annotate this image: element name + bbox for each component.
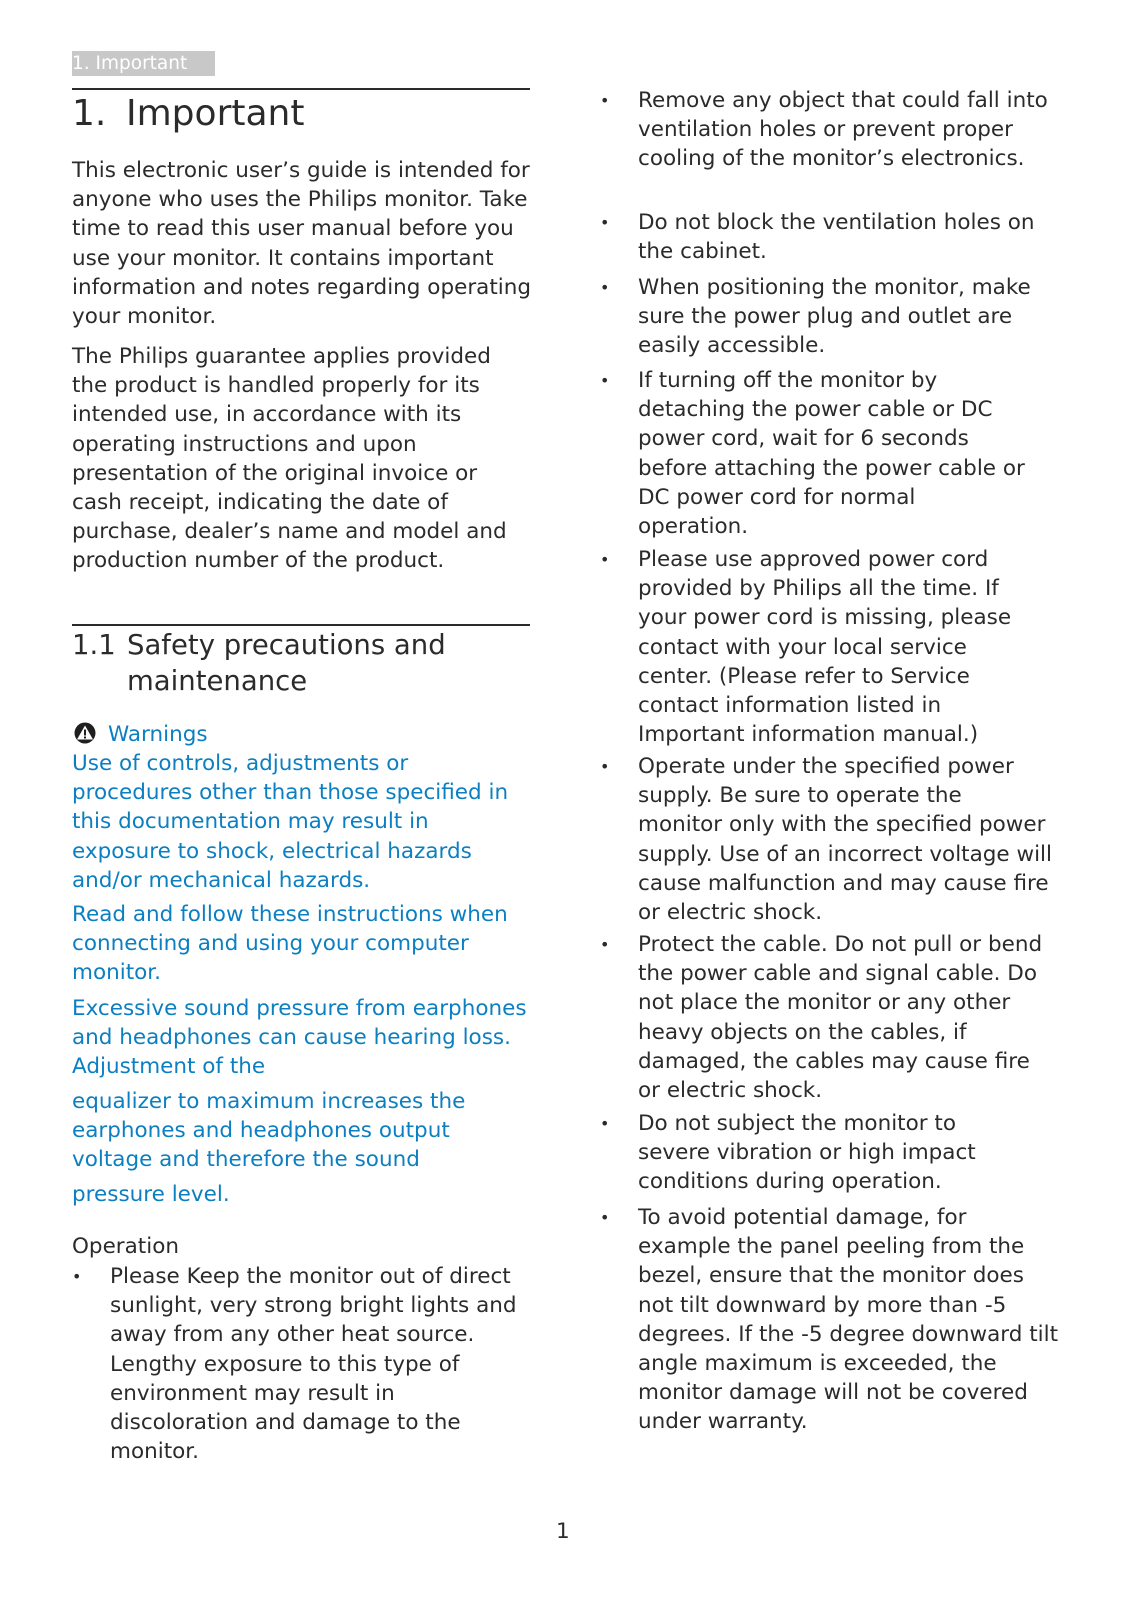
page-number: 1 <box>556 1519 570 1544</box>
chapter-number: 1. <box>72 93 107 134</box>
list-item-text: Operate under the specified power supply. Be sure to operate the monitor only with the specified power supply. Use of an incorrect voltage will cause malfunction and may cause fire or electric shock. <box>638 754 1053 926</box>
list-item-text: Remove any object that could fall into ventilation holes or prevent proper cooling of the monitor’s electronics. <box>638 88 1048 172</box>
chapter-title: Important <box>126 93 305 134</box>
list-item-text: Please Keep the monitor out of direct sunlight, very strong bright lights and away from any other heat source. Lengthy exposure to this type of environment may result in discoloration and damage to the monitor. <box>110 1264 517 1465</box>
bullet: • <box>600 935 610 954</box>
intro-paragraph-2: The Philips guarantee applies provided the product is handled properly for its intended use, in accordance with its operating instructions and upon presentation of the original invoice or cash receipt, indicating the date of purchase, dealer’s name and model and production number of the product. <box>72 344 507 574</box>
bullet: • <box>600 757 610 776</box>
list-item-text: Please use approved power cord provided by Philips all the time. If your power cord is missing, please contact with your local service center. (Please refer to Service contact information listed in Important information manual.) <box>638 547 1012 748</box>
section-title: Safety precautions and maintenance <box>127 629 446 697</box>
warnings-heading <box>72 720 208 749</box>
header-tab: 1. Important <box>72 51 215 76</box>
list-item-text: Do not subject the monitor to severe vibration or high impact conditions during operation. <box>638 1111 976 1195</box>
section-number: 1.1 <box>72 629 116 661</box>
bullet: • <box>600 91 610 110</box>
warnings-title: Warnings <box>108 722 208 747</box>
list-item-text: To avoid potential damage, for example the panel peeling from the bezel, ensure that the monitor does not tilt downward by more than -5 degrees. If the -5 degree downward tilt angle maximum is exceeded, the monitor damage will not be covered under warranty. <box>638 1205 1059 1435</box>
chapter-heading <box>72 90 304 138</box>
list-item-text: Protect the cable. Do not pull or bend the power cable and signal cable. Do not place the monitor or any other heavy objects on the cables, if damaged, the cables may cause fire or electric shock. <box>638 932 1043 1104</box>
warning-paragraph-3: Excessive sound pressure from earphones and headphones can cause hearing loss. Adjustment of the <box>72 996 527 1080</box>
intro-paragraph-1: This electronic user’s guide is intended for anyone who uses the Philips monitor. Take time to read this user manual before you use your monitor. It contains important information and notes regarding operating your monitor. <box>72 158 532 330</box>
warning-paragraph-2: Read and follow these instructions when connecting and using your computer monitor. <box>72 902 508 986</box>
bullet: • <box>600 278 610 297</box>
warning-paragraph-5: pressure level. <box>72 1182 230 1207</box>
warning-paragraph-1: Use of controls, adjustments or procedures other than those specified in this documentation may result in exposure to shock, electrical hazards and/or mechanical hazards. <box>72 751 509 893</box>
bullet: • <box>72 1267 82 1286</box>
bullet: • <box>600 550 610 569</box>
bullet: • <box>600 1114 610 1133</box>
warning-paragraph-4: equalizer to maximum increases the earphones and headphones output voltage and therefore the sound <box>72 1089 466 1173</box>
section-rule <box>72 624 530 626</box>
bullet: • <box>600 371 610 390</box>
operation-heading: Operation <box>72 1234 179 1259</box>
bullet: • <box>600 213 610 232</box>
list-item-text: If turning off the monitor by detaching the power cable or DC power cord, wait for 6 seconds before attaching the power cable or DC power cord for normal operation. <box>638 368 1025 540</box>
bullet: • <box>600 1208 610 1227</box>
list-item-text: When positioning the monitor, make sure the power plug and outlet are easily accessible. <box>638 275 1031 359</box>
list-item-text: Do not block the ventilation holes on the cabinet. <box>638 210 1035 265</box>
warning-icon <box>72 722 98 744</box>
